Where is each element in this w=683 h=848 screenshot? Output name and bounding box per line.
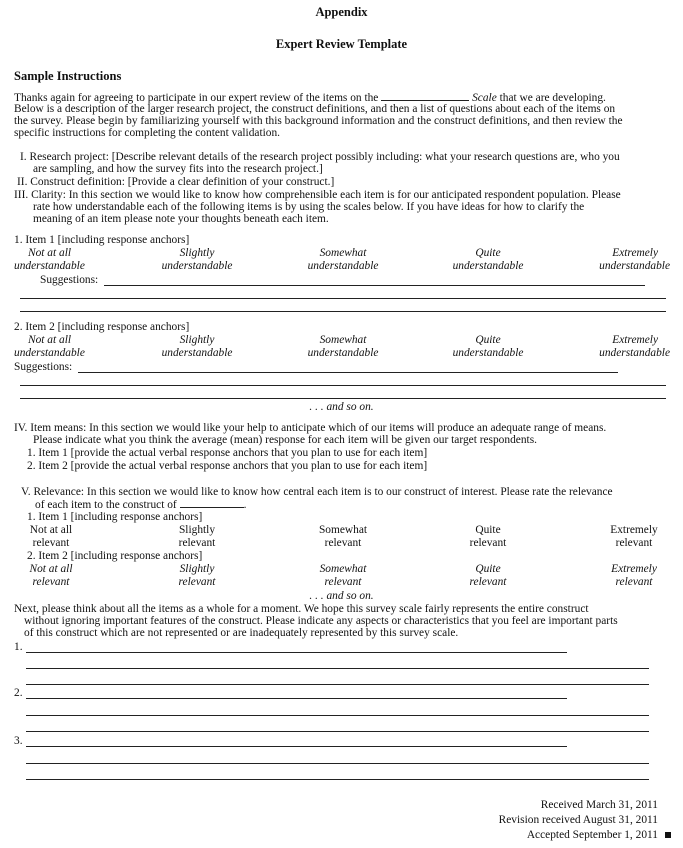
template-title: Expert Review Template: [275, 37, 408, 51]
clarity-item-1-label: 1. Item 1 [including response anchors]: [14, 234, 190, 246]
section-clarity-cont-2: meaning of an item please note your thoughts beneath each item.: [33, 213, 329, 225]
item-means-1: 1. Item 1 [provide the actual verbal response anchors that you plan to use for each item]: [27, 447, 428, 459]
relevance-1-anchor-5: Extremely relevant: [610, 524, 658, 549]
clarity-2-anchor-4: Quite understandable: [452, 334, 524, 359]
answer-line[interactable]: [26, 652, 567, 653]
section-clarity: III. Clarity: In this section we would like to know how comprehensible each item is for our anticipated respondent population. Please: [14, 189, 621, 201]
intro-line-1: Thanks again for agreeing to participate in our expert review of the items on the Scale that we are developing.: [14, 92, 606, 104]
construct-blank: [180, 498, 244, 508]
relevance-1-anchor-1: Not at all relevant: [29, 524, 73, 549]
answer-line[interactable]: [26, 731, 649, 732]
answer-line[interactable]: [26, 779, 649, 780]
answer-line[interactable]: [26, 698, 567, 699]
relevance-1-anchor-3: Somewhat relevant: [318, 524, 368, 549]
next-paragraph-line-2: without ignoring important features of the construct. Please indicate any aspects or characteristics that you feel are important parts: [24, 615, 618, 627]
relevance-item-1-label: 1. Item 1 [including response anchors]: [27, 511, 203, 523]
item-means-2: 2. Item 2 [provide the actual verbal response anchors that you plan to use for each item]: [27, 460, 428, 472]
section-item-means: IV. Item means: In this section we would like your help to anticipate which of our items will produce an adequate range of means.: [14, 422, 607, 434]
intro-line-3: the survey. Please begin by familiarizing yourself with this background information and the construct definitions, and then review the: [14, 115, 623, 127]
relevance-2-anchor-4: Quite relevant: [469, 563, 507, 588]
relevance-2-anchor-3: Somewhat relevant: [319, 563, 367, 588]
next-paragraph-line-1: Next, please think about all the items as a whole for a moment. We hope this survey scale fairly represents the entire construct: [14, 603, 589, 615]
answer-number-2: 2.: [14, 687, 23, 699]
answer-line[interactable]: [26, 763, 649, 764]
and-so-on-2: . . . and so on.: [309, 590, 374, 602]
clarity-item-2-label: 2. Item 2 [including response anchors]: [14, 321, 190, 333]
relevance-1-anchor-4: Quite relevant: [469, 524, 507, 549]
next-paragraph-line-3: of this construct which are not represented or are inadequately represented by this survey scale.: [24, 627, 459, 639]
section-relevance-cont: of each item to the construct of .: [35, 499, 247, 511]
and-so-on-1: . . . and so on.: [309, 401, 374, 413]
clarity-1-anchor-3: Somewhat understandable: [307, 247, 379, 272]
section-construct-definition: II. Construct definition: [Provide a clear definition of your construct.]: [17, 176, 335, 188]
relevance-1-anchor-2: Slightly relevant: [178, 524, 216, 549]
clarity-2-suggestion-line[interactable]: [20, 398, 666, 399]
answer-line[interactable]: [26, 668, 649, 669]
end-mark-icon: [665, 832, 671, 838]
clarity-2-anchor-5: Extremely understandable: [599, 334, 670, 359]
appendix-title: Appendix: [315, 5, 368, 19]
section-relevance: V. Relevance: In this section we would like to know how central each item is to our construct of interest. Please rate the relevance: [21, 486, 613, 498]
section-item-means-cont: Please indicate what you think the average (mean) response for each item will be given our target respondents.: [33, 434, 537, 446]
clarity-2-suggestion-line[interactable]: [20, 385, 666, 386]
answer-line[interactable]: [26, 684, 649, 685]
answer-line[interactable]: [26, 746, 567, 747]
answer-number-3: 3.: [14, 735, 23, 747]
clarity-1-suggestion-line[interactable]: [20, 311, 666, 312]
clarity-1-suggestion-line[interactable]: [20, 298, 666, 299]
answer-line[interactable]: [26, 715, 649, 716]
section-clarity-cont-1: rate how understandable each of the following items is by using the scales below. If you have ideas for how to clarify the: [33, 201, 585, 213]
clarity-2-anchor-3: Somewhat understandable: [307, 334, 379, 359]
instructions-heading: Sample Instructions: [14, 69, 122, 83]
section-research-project: I. Research project: [Describe relevant details of the research project possibly including: what your research questions are, who you: [20, 151, 620, 163]
accepted-date: Accepted September 1, 2011: [526, 829, 658, 841]
clarity-1-anchor-1: Not at all understandable: [14, 247, 85, 272]
revision-date: Revision received August 31, 2011: [498, 814, 658, 826]
clarity-2-suggestion-line[interactable]: [78, 372, 618, 373]
clarity-2-anchor-2: Slightly understandable: [161, 334, 233, 359]
intro-line-2: Below is a description of the larger research project, the construct definitions, and then a list of questions about each of the items on: [14, 103, 616, 115]
clarity-2-anchor-1: Not at all understandable: [14, 334, 85, 359]
clarity-2-suggestions-label: Suggestions:: [14, 361, 73, 373]
answer-number-1: 1.: [14, 641, 23, 653]
clarity-1-anchor-5: Extremely understandable: [599, 247, 670, 272]
scale-blank: [381, 91, 469, 101]
clarity-1-suggestion-line[interactable]: [104, 285, 645, 286]
received-date: Received March 31, 2011: [540, 799, 658, 811]
clarity-1-suggestions-label: Suggestions:: [40, 274, 99, 286]
relevance-2-anchor-5: Extremely relevant: [611, 563, 657, 588]
relevance-item-2-label: 2. Item 2 [including response anchors]: [27, 550, 203, 562]
clarity-1-anchor-4: Quite understandable: [452, 247, 524, 272]
section-research-project-cont: are sampling, and how the survey fits into the research project.]: [33, 163, 323, 175]
intro-line-4: specific instructions for completing the content validation.: [14, 127, 281, 139]
relevance-2-anchor-1: Not at all relevant: [29, 563, 73, 588]
clarity-1-anchor-2: Slightly understandable: [161, 247, 233, 272]
relevance-2-anchor-2: Slightly relevant: [178, 563, 216, 588]
